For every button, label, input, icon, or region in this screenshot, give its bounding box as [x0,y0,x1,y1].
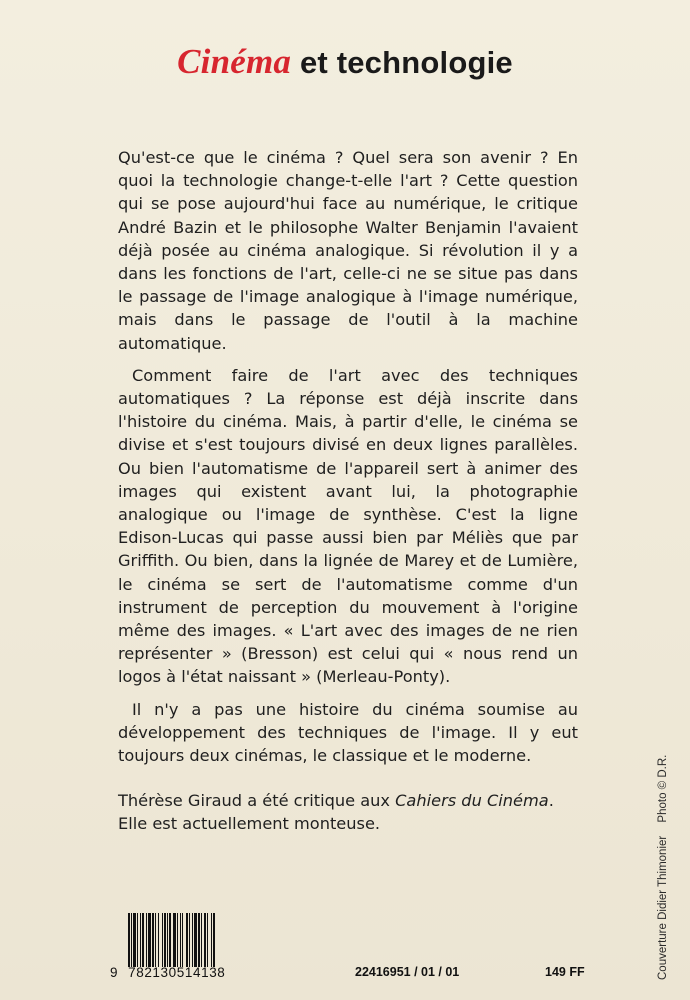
barcode-icon [128,913,252,967]
title-technologie: et technologie [299,45,513,80]
author-bio-journal: Cahiers du Cinéma [395,791,549,811]
isbn-digits [110,965,225,980]
photo-credit: Photo © D.R. [657,754,669,823]
book-title [0,42,690,82]
author-bio-text-end: . Elle est actuellement monteuse. [118,791,554,834]
blurb-paragraph-3: Il n'y a pas une histoire du cinéma soumise au développement des techniques de l'image. Il y eut toujours deux cinémas, le classique et le moderne. [118,699,578,766]
blurb-paragraph-2: Comment faire de l'art avec des techniques automatiques ? La réponse est déjà inscrite dans l'histoire du cinéma. Mais, à partir d'elle, le cinéma se divise et s'est toujours divisé en deux lignes parallèles. Ou bien l'automatisme de l'appareil sert à animer des images qui existent avant lui, la photographie analogique ou l'image de synthèse. C'est la ligne Edison-Lucas qui passe aussi bien par Méliès que par Griffith. Ou bien, dans la lignée de Marey et de Lumière, le cinéma se sert de l'automatisme comme d'un instrument de perception du mouvement à l'origine même des images. « L'art avec des images de ne rien représenter » (Bresson) est celui qui « nous rend un logos à l'état naissant » (Merleau-Ponty). [118,365,578,687]
author-bio-text: Thérèse Giraud a été critique aux [118,791,396,811]
catalog-code: 22416951 / 01 / 01 [355,965,460,979]
cover-credit: Couverture Didier Thimonier [657,835,669,980]
author-bio [118,789,578,835]
blurb [118,146,578,845]
cover-credits [657,754,673,980]
price: 149 FF [545,965,585,979]
blurb-paragraph-1: Qu'est-ce que le cinéma ? Quel sera son avenir ? En quoi la technologie change-t-elle l'art ? Cette question qui se pose aujourd'hui face au numérique, le critique André Bazin et le philosophe Walter Benjamin l'avaient déjà posée au cinéma analogique. Si révolution il y a dans les fonctions de l'art, celle-ci ne se situe pas dans le passage de l'image analogique à l'image numérique, mais dans le passage de l'outil à la machine automatique. [118,148,578,353]
title-cinema: Cinéma [177,42,292,81]
isbn-lead-digit: 9 [110,965,119,980]
isbn-number: 782130514138 [128,965,226,980]
